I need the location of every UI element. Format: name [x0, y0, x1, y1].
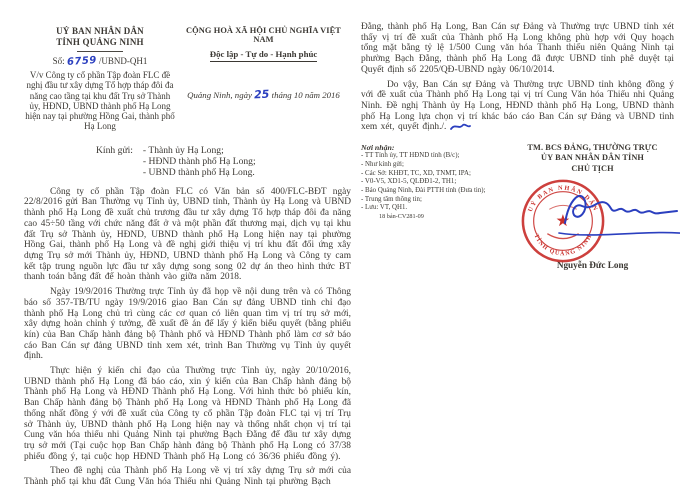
- page-two: [361, 22, 674, 270]
- handwritten-doc-number: 6759: [66, 54, 98, 69]
- issuer-divider: [77, 51, 123, 52]
- signature-block: [511, 143, 674, 270]
- distribution-item: - Lưu: VT, QH1.: [361, 204, 408, 212]
- signature-title-line3: CHỦ TỊCH: [571, 163, 614, 173]
- letterhead: [24, 26, 351, 132]
- paragraph-text: Do vậy, Ban Cán sự Đảng và Thường trực UBND tỉnh không đồng ý với đề xuất của Thành phố Hạ Long tại vị trí Cung Văn hóa Thiếu nhi Quảng Ninh. Đề nghị Thành ủy Hạ Long, HĐND thành phố Hạ Long, UBND thành phố Hạ Long lựa chọn vị trí khác báo cáo Ban Cán sự Đảng và UBND tỉnh xem xét, quyết định./.: [361, 79, 674, 133]
- paragraph: Đằng, thành phố Hạ Long, Ban Cán sự Đảng và Thường trực UBND tỉnh xét thấy vị trí đề xuất của Thành phố Hạ Long không phù hợp với Quy hoạch tổng mặt bằng tỷ lệ 1/500 Cung văn hóa Thanh thiếu niên Quảng Ninh tại phường Bạch Đằng, thành phố Hạ Long đã được UBND tỉnh phê duyệt tại Quyết định số 2205/QĐ-UBND ngày 06/10/2014.: [361, 22, 674, 75]
- national-title: CỘNG HOÀ XÃ HỘI CHỦ NGHĨA VIỆT NAM: [185, 26, 341, 44]
- paragraph: Theo đề nghị của Thành phố Hạ Long về vị trí xây dựng Trụ sở mới của Thành phố tại khu đất Cung Văn hóa Thiếu nhi Quảng Ninh tại phường Bạch: [24, 466, 351, 488]
- paragraph: Công ty cổ phần Tập đoàn FLC có Văn bản số 400/FLC-BĐT ngày 22/8/2016 gửi Ban Thường vụ Tỉnh ủy, UBND tỉnh, Thành ủy Hạ Long và UBND thành phố Hạ Long đề xuất chủ trương đầu tư xây dựng Tổ hợp tháp đôi đa năng cao 45÷50 tầng với chức năng đất ở và một phần đất thương mại, dịch vụ tại khu đất Trụ sở Thành ủy, HĐND, UBND thành phố Hạ Long hiện nay tại phường Hồng Gai, thành phố Hạ Long và đề nghị giới thiệu vị trí khu đất đối ứng xây dựng Trụ sở mới Thành ủy, HĐND, UBND thành phố Hạ Long và Công ty cam kết tập trung nguồn lực đầu tư xây dựng song song 02 dự án theo hình thức BT thanh toán bằng đất để hoàn thành vào giữa năm 2018.: [24, 186, 351, 283]
- issuer-block: [24, 26, 176, 132]
- recipient-item: - HĐND thành phố Hạ Long;: [142, 155, 256, 167]
- paragraph: Thực hiện ý kiến chỉ đạo của Thường trực Tỉnh ủy, ngày 20/10/2016, UBND thành phố Hạ Long đã báo cáo, xin ý kiến của Ban Chấp hành đảng bộ Thành phố Hạ Long và HĐND Thành phố Hạ Long. Với hình thức bỏ phiếu kín, Ban Chấp hành đảng bộ Thành phố Hạ Long và HĐND Thành phố Hạ Long đã thống nhất đồng ý với đề xuất của Công ty cổ phần Tập đoàn FLC tại vị trí Trụ sở Thành ủy, UBND thành phố Hạ Long hiện nay và thống nhất chọn vị trí tại Cung văn hóa thiếu nhi Quảng Ninh tại phường Bạch Đằng để đầu tư xây dựng trụ sở mới (Tại cuộc họp Ban Chấp hành đảng bộ Thành phố Hạ Long có 37/38 phiếu đồng ý, tại cuộc họp HĐND Thành phố Hạ Long có 36/36 phiếu đồng ý).: [24, 366, 351, 462]
- distribution-item: - V0-V5, XD1-5, QLĐĐ1-2, TH1;: [361, 178, 457, 186]
- salutation: Kính gửi:: [96, 144, 133, 156]
- copies-note: 18 bản-CV281-09: [379, 213, 424, 221]
- distribution-label: Nơi nhận:: [361, 143, 395, 153]
- issuer-line2: TỈNH QUẢNG NINH: [56, 37, 144, 47]
- distribution-item: - TT Tỉnh ủy, TT HĐND tỉnh (B/c);: [361, 152, 460, 160]
- body-text-left: [24, 187, 351, 488]
- recipient-list: [143, 145, 256, 178]
- salutation-block: [96, 145, 351, 178]
- star-icon: ★: [555, 211, 571, 231]
- distribution-block: [361, 143, 511, 270]
- doc-number-suffix: /UBND-QH1: [98, 56, 148, 66]
- doc-number: [24, 56, 176, 67]
- footer: [361, 143, 674, 270]
- recipient-item: - UBND thành phố Hạ Long.: [142, 166, 255, 178]
- signature: [555, 183, 680, 245]
- recipient-item: - Thành ủy Hạ Long;: [142, 144, 224, 156]
- dateline-post: tháng 10 năm 2016: [271, 90, 340, 100]
- body-text-right: [361, 22, 674, 133]
- signature-title-line1: TM. BCS ĐẢNG, THƯỜNG TRỰC: [527, 143, 658, 153]
- ink-flourish: [449, 122, 471, 132]
- seal-text-bottom: TỈNH QUẢNG NINH: [532, 233, 594, 258]
- paragraph: Ngày 19/9/2016 Thường trực Tỉnh ủy đã họp về nội dung trên và có Thông báo số 357-TB/TU ngày 19/9/2016 giao Ban Cán sự đảng UBND tỉnh chỉ đạo thành phố Hạ Long chủ trì cùng các cơ quan có liên quan tìm vị trí trụ sở mới, xây dựng hoàn chỉnh ý tưởng, đề xuất đề án để lấy ý kiến biểu quyết (bằng phiếu kín) của Ban Chấp hành đảng bộ Thành phố và HĐND Thành phố làm cơ sở báo cáo Ban Cán sự đảng UBND tỉnh xem xét, trình Ban Thường vụ Tỉnh ủy quyết định.: [24, 287, 351, 362]
- distribution-item: - Các Sở: KHĐT, TC, XD, TNMT, IPA;: [361, 169, 471, 177]
- page-one: [24, 26, 351, 492]
- seal-text-top: UỶ BAN NHÂN DÂN: [526, 184, 600, 214]
- signature-title-line2: ỦY BAN NHÂN DÂN TỈNH: [541, 153, 644, 163]
- national-motto: Độc lập - Tự do - Hạnh phúc: [210, 49, 318, 62]
- national-block: [176, 26, 351, 132]
- distribution-item: - Trung tâm thông tin;: [361, 195, 422, 203]
- issuer-line1: UỶ BAN NHÂN DÂN: [56, 26, 144, 36]
- paragraph: [361, 80, 674, 134]
- doc-number-prefix: Số:: [52, 56, 65, 66]
- dateline: [176, 88, 351, 101]
- dateline-pre: Quảng Ninh, ngày: [187, 90, 252, 100]
- distribution-item: - Như kính gửi;: [361, 160, 404, 168]
- signer-name: Nguyễn Đức Long: [556, 260, 629, 271]
- doc-subject: V/v Công ty cổ phần Tập đoàn FLC đề nghị đầu tư xây dựng Tổ hợp tháp đôi đa năng cao tầng tại khu đất Trụ sở Thành ủy, HĐND, UBND thành phố Hạ Long hiện nay tại phường Hồng Gai, thành phố Hạ Long: [25, 70, 175, 132]
- handwritten-day: 25: [253, 87, 270, 102]
- distribution-item: - Báo Quảng Ninh, Đài PTTH tỉnh (Đưa tin);: [361, 187, 486, 194]
